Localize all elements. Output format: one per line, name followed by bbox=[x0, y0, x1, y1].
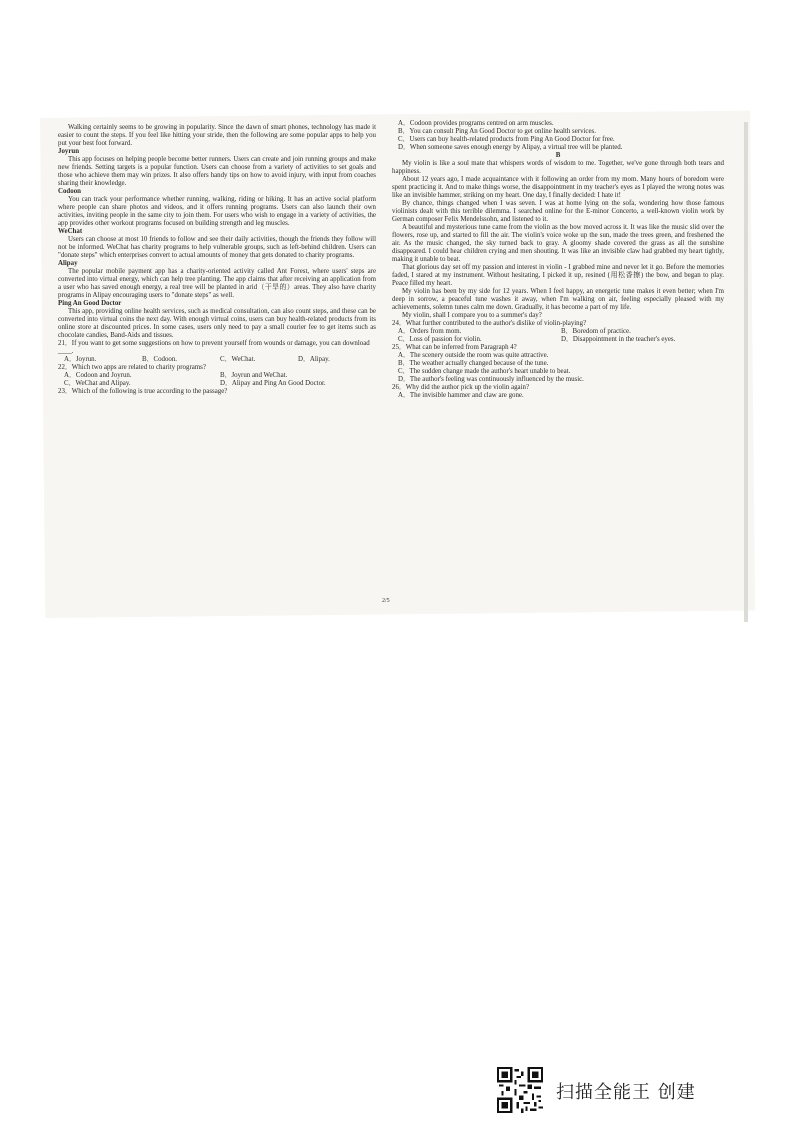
option: D．The author's feeling was continuously influenced by the music. bbox=[398, 376, 584, 383]
option: D．Disappointment in the teacher's eyes. bbox=[561, 336, 676, 343]
alipay-paragraph: The popular mobile payment app has a charity-oriented activity called Ant Forest, where users' steps are converted into virtual energy, which can help tree planting. The app claims that after receiving an application from a user who has saved enough energy, a real tree will be planted in arid（干旱的）areas. They also have charity programs in Alipay encouraging users to "donate steps" as well. bbox=[58, 268, 376, 299]
joyrun-paragraph: This app focuses on helping people become better runners. Users can create and join running groups and make new friends. Setting targets is a popular function. Users can choose from a variety of activities to set goals and those who achieve them may win prizes. It also offers handy tips on how to avoid injury, with input from coaches sharing their knowledge. bbox=[58, 156, 376, 187]
alipay-heading: Alipay bbox=[58, 260, 78, 267]
passage-b-paragraph-1: My violin is like a soul mate that whispers words of wisdom to me. Together, we've gone through both tears and happiness. bbox=[392, 160, 724, 175]
intro-paragraph: Walking certainly seems to be growing in popularity. Since the dawn of smart phones, technology has made it easier to count the steps. If you feel like hitting your stride, then the following are some popular apps to help you put your best foot forward. bbox=[58, 124, 376, 147]
question-25-options bbox=[392, 352, 724, 384]
question-21: 21．If you want to get some suggestions on how to prevent yourself from wounds or damage, you can download ____. bbox=[58, 340, 370, 355]
option: C．The sudden change made the author's heart unable to beat. bbox=[398, 368, 571, 375]
option: C．WeChat and Alipay. bbox=[64, 380, 131, 387]
question-26: 26．Why did the author pick up the violin again? bbox=[392, 384, 530, 391]
section-b-heading: B bbox=[555, 152, 561, 159]
passage-b-paragraph-3: By chance, things changed when I was seven. I was at home lying on the sofa, wondering how those famous violinists dealt with this terrible dilemma. I searched online for the E-minor Concerto, a well-known violin work by German composer Felix Mendelssohn, and listened to it. bbox=[392, 200, 724, 223]
watermark-text: 扫描全能王 创建 bbox=[556, 1082, 696, 1103]
passage-b-paragraph-5: That glorious day set off my passion and interest in violin - I grabbed mine and never let it go. Before the memories faded, I stared at my instrument. Without hesitating, I picked it up, resined (用松香擦) the bow, and began to play. Peace filled my heart. bbox=[392, 264, 724, 287]
option: C．Loss of passion for violin. bbox=[398, 336, 482, 343]
question-22: 22．Which two apps are related to charity programs? bbox=[58, 364, 206, 371]
option: B．Codoon. bbox=[142, 356, 178, 363]
option: C．WeChat. bbox=[220, 356, 256, 363]
joyrun-heading: Joyrun bbox=[58, 148, 80, 155]
option: B．Joyrun and WeChat. bbox=[220, 372, 288, 379]
codoon-paragraph: You can track your performance whether running, walking, riding or hiking. It has an active social platform where people can share photos and videos, and it offers running programs. Users can also launch their own activities, inviting people in the same city to join them. For users who wish to engage in a variety of activities, the app provides other workout programs focused on building strength and leg muscles. bbox=[58, 196, 376, 227]
passage-b-paragraph-4: A beautiful and mysterious tune came from the violin as the bow moved across it. It was like the music slid over the flowers, rose up, and started to fill the air. The violin's voice woke up the sun, made the trees green, and freshened the air. As the music changed, the sky turned back to gray. A gloomy shade covered the grass as all the sunshine disappeared. I could hear children crying and men shouting. It was like an invisible claw had grabbed my heart tightly, making it unable to beat. bbox=[392, 224, 724, 263]
option: D．Alipay and Ping An Good Doctor. bbox=[220, 380, 326, 387]
question-21-options bbox=[58, 356, 376, 364]
option: A．Codoon provides programs centred on arm muscles. bbox=[398, 120, 554, 127]
page-number: 2/5 bbox=[382, 598, 390, 604]
pingan-paragraph: This app, providing online health services, such as medical consultation, can also count steps, and these can be converted into virtual coins the next day. With enough virtual coins, users can buy health-related products from its online store at discounted prices. In some cases, users only need to pay a small courier fee to get items such as chocolate candies, Band-Aids and tissues. bbox=[58, 308, 376, 339]
option: B．You can consult Ping An Good Doctor to get online health services. bbox=[398, 128, 596, 135]
wechat-paragraph: Users can choose at most 10 friends to follow and see their daily activities, though the friends they follow will not be informed. WeChat has charity programs to help vulnerable groups, such as left-behind children. Users can "donate steps" which enterprises convert to actual amounts of money that gets donated to charity programs. bbox=[58, 236, 376, 259]
option: D．When someone saves enough energy by Alipay, a virtual tree will be planted. bbox=[398, 144, 623, 151]
question-24: 24．What further contributed to the author's dislike of violin-playing? bbox=[392, 320, 587, 327]
option: A．Codoon and Joyrun. bbox=[64, 372, 132, 379]
option: A．Joyrun. bbox=[64, 356, 97, 363]
qr-code-icon bbox=[497, 1067, 543, 1113]
passage-b-paragraph-7: My violin, shall I compare you to a summer's day? bbox=[402, 312, 542, 319]
option: A．Orders from mom. bbox=[398, 328, 462, 335]
passage-b-paragraph-6: My violin has been by my side for 12 years. When I feel happy, an energetic tune makes it even better; when I'm deep in sorrow, a peaceful tune washes it away, when I'm walking on air, feeling especially pleased with my achievements, solemn tunes calm me down. Gradually, it has become a part of my life. bbox=[392, 288, 724, 311]
option: A．The invisible hammer and claw are gone. bbox=[398, 392, 524, 399]
pingan-heading: Ping An Good Doctor bbox=[58, 300, 122, 307]
passage-b-paragraph-2: About 12 years ago, I made acquaintance with it following an order from my mom. Many hours of boredom were spent practicing it. And to make things worse, the disappointment in my teacher's eyes as I played the wrong notes was like an invisible hammer, striking on my heart. One day, I finally decided: I hate it! bbox=[392, 176, 724, 199]
option: B．The weather actually changed because of the tune. bbox=[398, 360, 549, 367]
codoon-heading: Codoon bbox=[58, 188, 81, 195]
question-23-options bbox=[392, 120, 724, 152]
question-22-options bbox=[58, 372, 376, 388]
option: A．The scenery outside the room was quite attractive. bbox=[398, 352, 549, 359]
question-26-options bbox=[392, 392, 724, 400]
wechat-heading: WeChat bbox=[58, 228, 83, 235]
right-column bbox=[392, 120, 724, 400]
question-25: 25．What can be inferred from Paragraph 4? bbox=[392, 344, 517, 351]
page-edge bbox=[744, 122, 748, 622]
question-24-options bbox=[392, 328, 724, 344]
option: D．Alipay. bbox=[298, 356, 330, 363]
question-23: 23．Which of the following is true according to the passage? bbox=[58, 388, 228, 395]
left-column bbox=[58, 124, 376, 396]
option: C．Users can buy health-related products from Ping An Good Doctor for free. bbox=[398, 136, 615, 143]
option: B．Boredom of practice. bbox=[561, 328, 631, 335]
